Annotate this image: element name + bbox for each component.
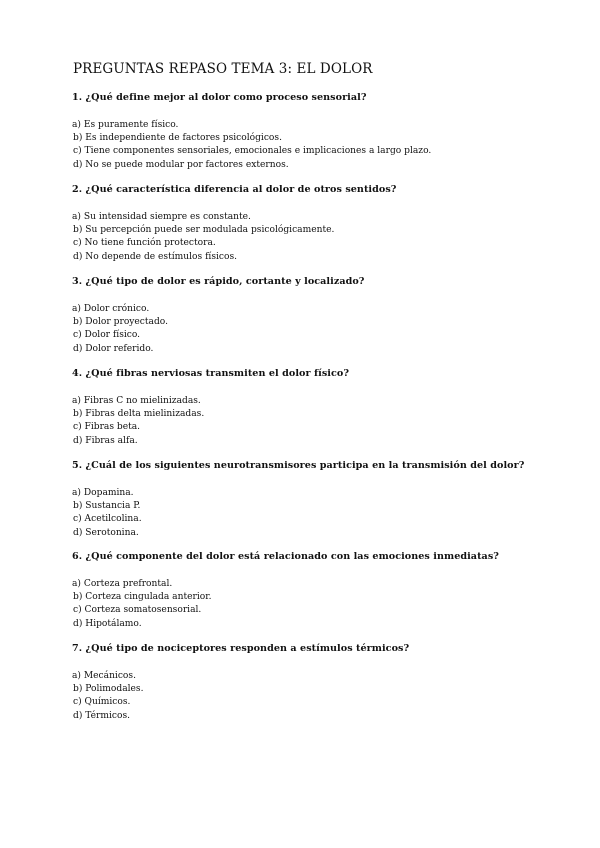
question-text: 6. ¿Qué componente del dolor está relacionado con las emociones inmediatas? [72, 551, 499, 562]
options-list [72, 578, 552, 631]
question-block [72, 459, 552, 540]
option-b: b) Su percepción puede ser modulada psicológicamente. [73, 225, 335, 236]
options-list [72, 487, 552, 540]
option-b: b) Sustancia P. [73, 501, 141, 512]
option-a: a) Su intensidad siempre es constante. [72, 212, 251, 222]
option-d: d) No se puede modular por factores externos. [73, 159, 289, 170]
option-c: c) No tiene función protectora. [73, 238, 216, 249]
question-text: 3. ¿Qué tipo de dolor es rápido, cortante y localizado? [72, 276, 365, 287]
question-block [72, 367, 552, 448]
option-d: d) Serotonina. [73, 527, 139, 538]
question-block [72, 642, 552, 723]
option-c: c) Dolor físico. [73, 330, 141, 341]
document-title: PREGUNTAS REPASO TEMA 3: EL DOLOR [73, 61, 373, 77]
option-d: d) Térmicos. [73, 710, 131, 721]
option-b: b) Polimodales. [73, 684, 144, 695]
option-d: d) Fibras alfa. [73, 435, 138, 446]
option-a: a) Corteza prefrontal. [72, 579, 173, 589]
option-a: a) Mecánicos. [72, 671, 136, 681]
question-block [72, 183, 552, 264]
question-text: 7. ¿Qué tipo de nociceptores responden a estímulos térmicos? [72, 643, 410, 654]
option-d: d) Hipotálamo. [73, 618, 142, 629]
option-b: b) Dolor proyectado. [73, 317, 169, 328]
option-d: d) Dolor referido. [73, 343, 154, 354]
option-d: d) No depende de estímulos físicos. [73, 251, 238, 262]
option-c: c) Corteza somatosensorial. [73, 605, 202, 616]
options-list [72, 670, 552, 723]
question-block [72, 550, 552, 631]
options-list [72, 119, 552, 172]
option-c: c) Acetilcolina. [73, 514, 142, 525]
question-text: 4. ¿Qué fibras nerviosas transmiten el dolor físico? [72, 368, 349, 379]
question-text: 1. ¿Qué define mejor al dolor como proceso sensorial? [72, 92, 367, 103]
option-b: b) Corteza cingulada anterior. [73, 592, 212, 603]
option-a: a) Dopamina. [72, 488, 134, 498]
option-b: b) Fibras delta mielinizadas. [73, 409, 205, 420]
question-block [72, 275, 552, 356]
option-c: c) Químicos. [73, 697, 131, 708]
question-text: 5. ¿Cuál de los siguientes neurotransmisores participa en la transmisión del dolor? [72, 460, 525, 471]
option-b: b) Es independiente de factores psicológicos. [73, 133, 282, 144]
option-a: a) Fibras C no mielinizadas. [72, 396, 201, 406]
question-text: 2. ¿Qué característica diferencia al dolor de otros sentidos? [72, 184, 397, 195]
options-list [72, 211, 552, 264]
option-c: c) Fibras beta. [73, 422, 141, 433]
question-block [72, 91, 552, 172]
options-list [72, 303, 552, 356]
option-a: a) Es puramente físico. [72, 120, 179, 130]
options-list [72, 395, 552, 448]
option-a: a) Dolor crónico. [72, 304, 150, 314]
option-c: c) Tiene componentes sensoriales, emocionales e implicaciones a largo plazo. [73, 146, 432, 157]
